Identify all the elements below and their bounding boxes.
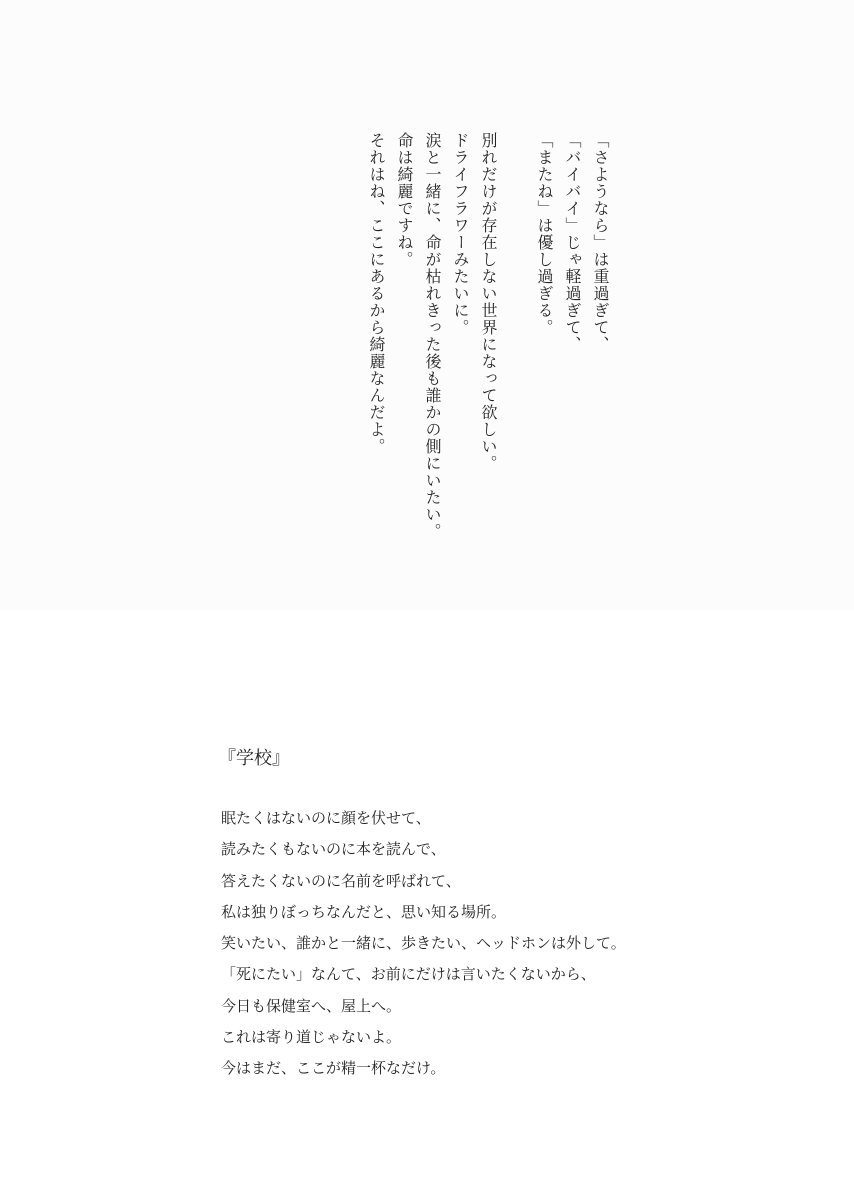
poem-line: 「バイバイ」じゃ軽過ぎて、 — [563, 132, 582, 353]
poem-line: 今日も保健室へ、屋上へ。 — [221, 996, 402, 1015]
poem-line: 涙と一緒に、命が枯れきった後も誰かの側にいたい。 — [423, 132, 442, 540]
poem-line: 「死にたい」なんて、お前にだけは言いたくないから、 — [221, 965, 596, 984]
poem-line: 私は独りぼっちなんだと、思い知る場所。 — [221, 902, 507, 921]
poem-line: 別れだけが存在しない世界になって欲しい。 — [479, 132, 498, 472]
poem-line: 答えたくないのに名前を呼ばれて、 — [221, 871, 461, 890]
section-title: 『学校』 — [218, 748, 290, 769]
poem-line: 「さようなら」は重過ぎて、 — [591, 132, 610, 353]
poem-line: ドライフラワーみたいに。 — [451, 132, 470, 336]
poem-line: 眠たくはないのに顔を伏せて、 — [221, 809, 431, 827]
vertical-poem — [362, 132, 614, 572]
poem-line: 命は綺麗ですね。 — [395, 132, 414, 268]
school-poem — [221, 803, 626, 1085]
poem-line: 「またね」は優し過ぎる。 — [535, 132, 554, 336]
poem-line: それはね、ここにあるから綺麗なんだよ。 — [367, 132, 386, 455]
poem-line: 読みたくもないのに本を読んで、 — [221, 840, 446, 859]
poem-line: 今はまだ、ここが精一杯なだけ。 — [221, 1059, 446, 1078]
stanza-gap — [502, 132, 530, 572]
lower-page — [0, 610, 854, 1200]
poem-line: 笑いたい、誰かと一緒に、歩きたい、ヘッドホンは外して。 — [221, 934, 626, 953]
poem-line: これは寄り道じゃないよ。 — [221, 1028, 402, 1047]
